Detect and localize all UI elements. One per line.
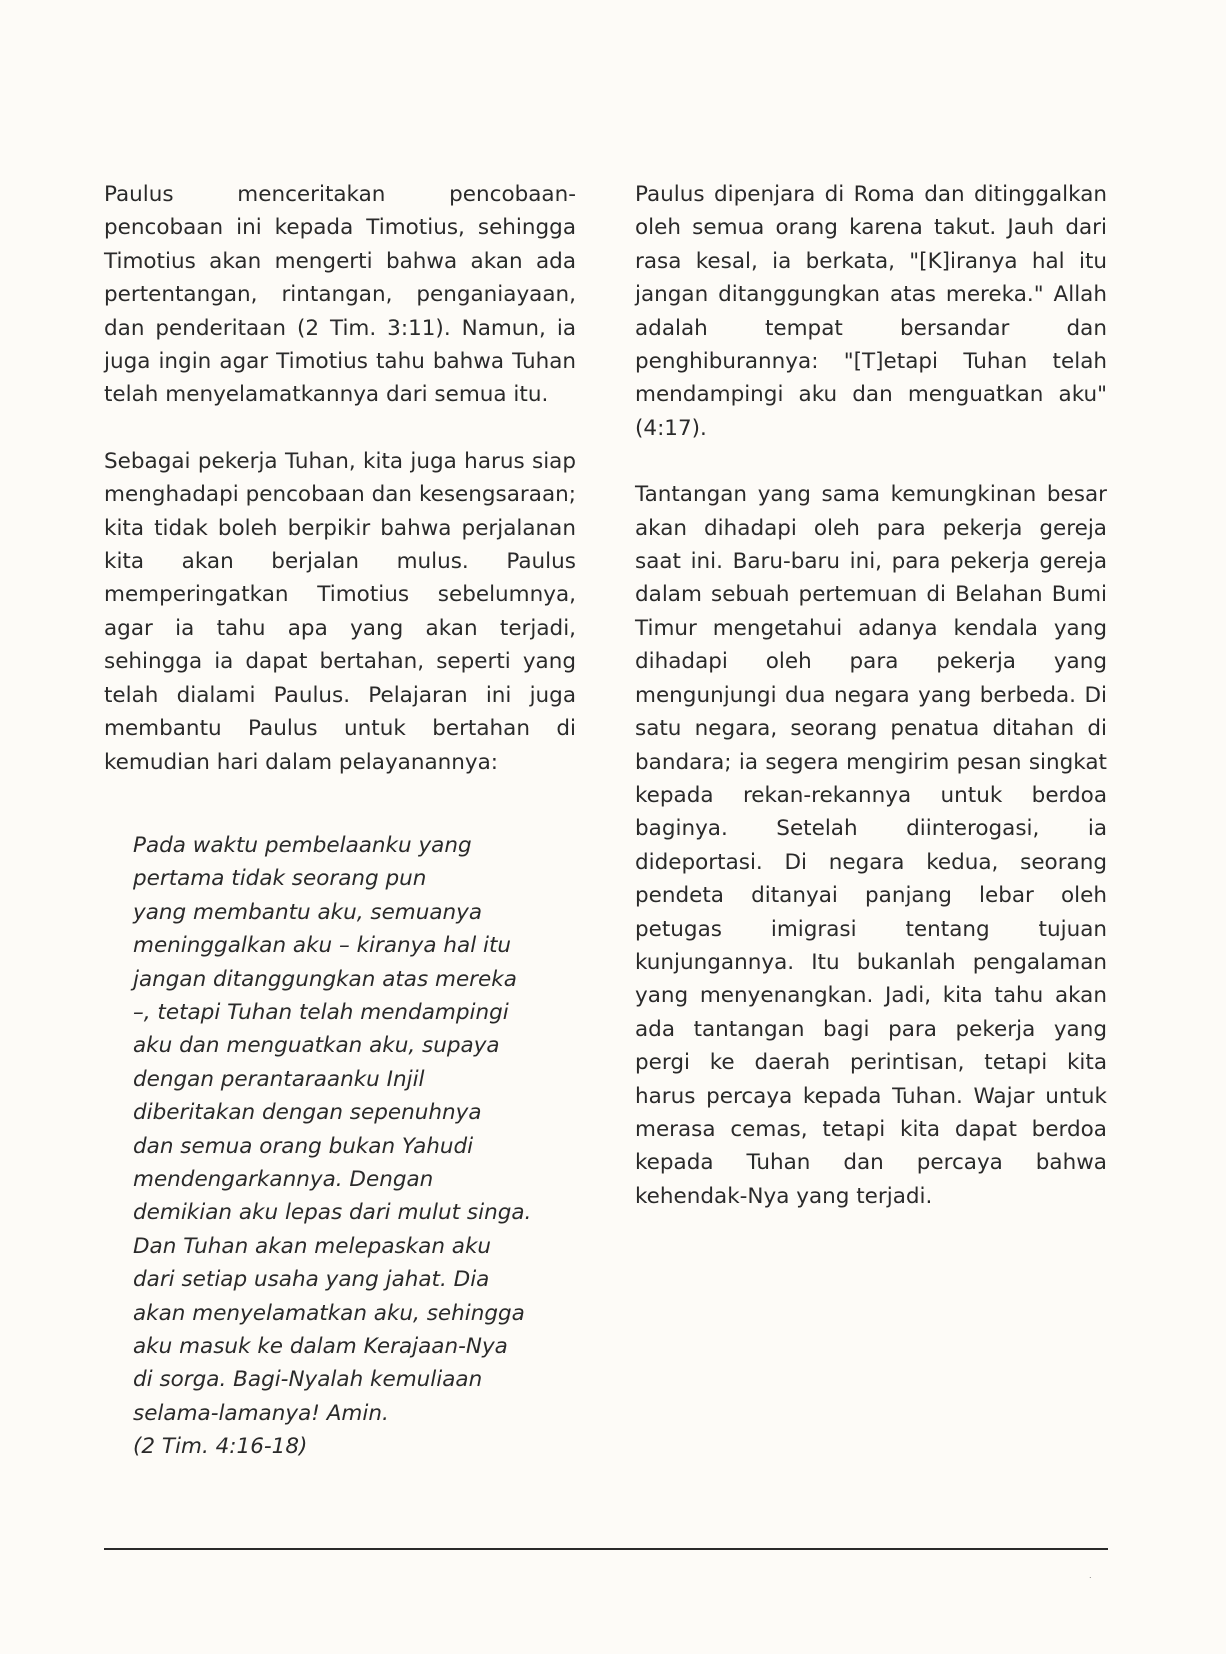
body-paragraph: Paulus menceritakan pencobaan-pencobaan ini kepada Timotius, sehingga Timotius akan mengerti bahwa akan ada pertentangan, rintangan, penganiayaan, dan penderitaan (2 Tim. 3:11). Namun, ia juga ingin agar Timotius tahu bahwa Tuhan telah menyelamatkannya dari semua itu. [104, 182, 576, 408]
left-column [104, 178, 576, 1464]
footer-divider [104, 1548, 1108, 1550]
right-column [635, 178, 1107, 1246]
body-paragraph: Tantangan yang sama kemungkinan besar akan dihadapi oleh para pekerja gereja saat ini. Baru-baru ini, para pekerja gereja dalam sebuah pertemuan di Belahan Bumi Timur mengetahui adanya kendala yang dihadapi oleh para pekerja yang mengunjungi dua negara yang berbeda. Di satu negara, seorang penatua ditahan di bandara; ia segera mengirim pesan singkat kepada rekan-rekannya untuk berdoa baginya. Setelah diinterogasi, ia dideportasi. Di negara kedua, seorang pendeta ditanyai panjang lebar oleh petugas imigrasi tentang tujuan kunjungannya. Itu bukanlah pengalaman yang menyenangkan. Jadi, kita tahu akan ada tantangan bagi para pekerja yang pergi ke daerah perintisan, tetapi kita harus percaya kepada Tuhan. Wajar untuk merasa cemas, tetapi kita dapat berdoa kepada Tuhan dan percaya bahwa kehendak-Nya yang terjadi. [635, 482, 1107, 1209]
scripture-quote [133, 829, 553, 1464]
quote-reference: (2 Tim. 4:16-18) [133, 1434, 308, 1460]
quote-text: Pada waktu pembelaanku yang pertama tidak seorang pun yang membantu aku, semuanya meninggalkan aku – kiranya hal itu jangan ditanggungkan atas mereka –, tetapi Tuhan telah mendampingi aku dan menguatkan aku, supaya dengan perantaraanku Injil diberitakan dengan sepenuhnya dan semua orang bukan Yahudi mendengarkannya. Dengan demikian aku lepas dari mulut singa. Dan Tuhan akan melepaskan aku dari setiap usaha yang jahat. Dia akan menyelamatkan aku, sehingga aku masuk ke dalam Kerajaan-Nya di sorga. Bagi-Nyalah kemuliaan selama-lamanya! Amin. [133, 832, 532, 1426]
body-paragraph: Paulus dipenjara di Roma dan ditinggalkan oleh semua orang karena takut. Jauh dari rasa kesal, ia berkata, "[K]iranya hal itu jangan ditanggungkan atas mereka." Allah adalah tempat bersandar dan penghiburannya: "[T]etapi Tuhan telah mendampingi aku dan menguatkan aku" (4:17). [635, 182, 1107, 441]
footer-mark: . [1089, 1571, 1092, 1580]
body-paragraph: Sebagai pekerja Tuhan, kita juga harus siap menghadapi pencobaan dan kesengsaraan; kita tidak boleh berpikir bahwa perjalanan kita akan berjalan mulus. Paulus memperingatkan Timotius sebelumnya, agar ia tahu apa yang akan terjadi, sehingga ia dapat bertahan, seperti yang telah dialami Paulus. Pelajaran ini juga membantu Paulus untuk bertahan di kemudian hari dalam pelayanannya: [104, 448, 576, 775]
